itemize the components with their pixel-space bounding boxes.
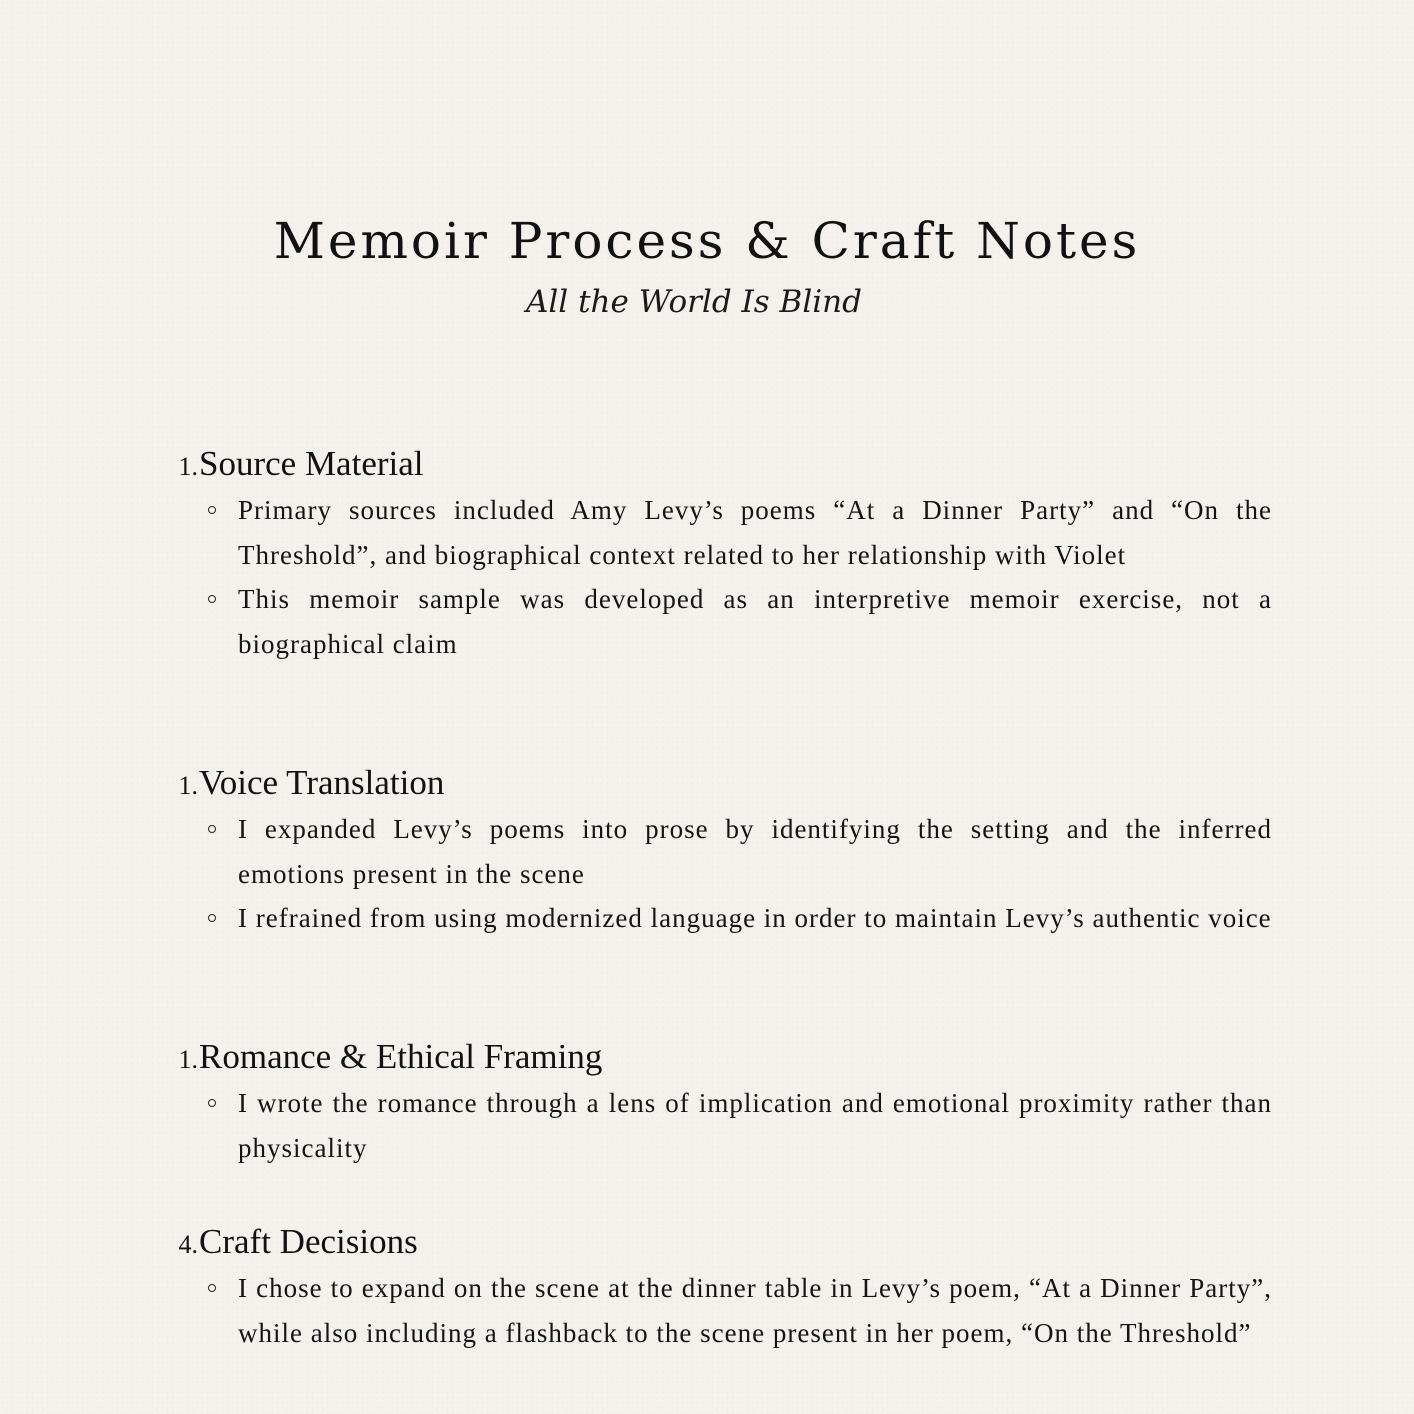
hollow-bullet-icon	[208, 1099, 216, 1107]
section-heading	[166, 1218, 1272, 1266]
page-title: Memoir Process & Craft Notes	[273, 212, 1141, 270]
list-item-text: I refrained from using modernized language in order to maintain Levy’s authentic voice	[238, 903, 1272, 933]
section-heading	[166, 440, 1272, 488]
bullet-list	[166, 488, 1272, 666]
list-item	[166, 577, 1272, 666]
section-title: Craft Decisions	[199, 1222, 418, 1261]
section-craft-decisions	[166, 1218, 1272, 1355]
section-heading	[166, 759, 1272, 807]
hollow-bullet-icon	[208, 506, 216, 514]
section-heading	[166, 1033, 1272, 1081]
hollow-bullet-icon	[208, 1284, 216, 1292]
section-title: Voice Translation	[199, 763, 445, 802]
page-subtitle: All the World Is Blind	[526, 284, 862, 320]
hollow-bullet-icon	[208, 914, 216, 922]
section-source-material	[166, 440, 1272, 666]
section-number: 1.	[178, 771, 198, 800]
bullet-list	[166, 1266, 1272, 1355]
list-item-text: I wrote the romance through a lens of implication and emotional proximity rather than physicality	[238, 1088, 1272, 1163]
list-item	[166, 488, 1272, 577]
section-voice-translation	[166, 759, 1272, 941]
list-item-text: I chose to expand on the scene at the dinner table in Levy’s poem, “At a Dinner Party”, while also including a flashback to the scene present in her poem, “On the Threshold”	[238, 1273, 1272, 1348]
list-item-text: This memoir sample was developed as an interpretive memoir exercise, not a biographical claim	[238, 584, 1272, 659]
bullet-list	[166, 807, 1272, 941]
list-item	[166, 1266, 1272, 1355]
hollow-bullet-icon	[208, 825, 216, 833]
section-romance-ethical-framing	[166, 1033, 1272, 1170]
section-title: Romance & Ethical Framing	[199, 1037, 603, 1076]
hollow-bullet-icon	[208, 595, 216, 603]
section-title: Source Material	[199, 444, 424, 483]
section-number: 1.	[178, 452, 198, 481]
section-number: 1.	[178, 1045, 198, 1074]
list-item	[166, 896, 1272, 941]
list-item	[166, 1081, 1272, 1170]
list-item	[166, 807, 1272, 896]
list-item-text: I expanded Levy’s poems into prose by identifying the setting and the inferred emotions present in the scene	[238, 814, 1272, 889]
bullet-list	[166, 1081, 1272, 1170]
list-item-text: Primary sources included Amy Levy’s poems “At a Dinner Party” and “On the Threshold”, and biographical context related to her relationship with Violet	[238, 495, 1272, 570]
section-number: 4.	[178, 1230, 198, 1259]
